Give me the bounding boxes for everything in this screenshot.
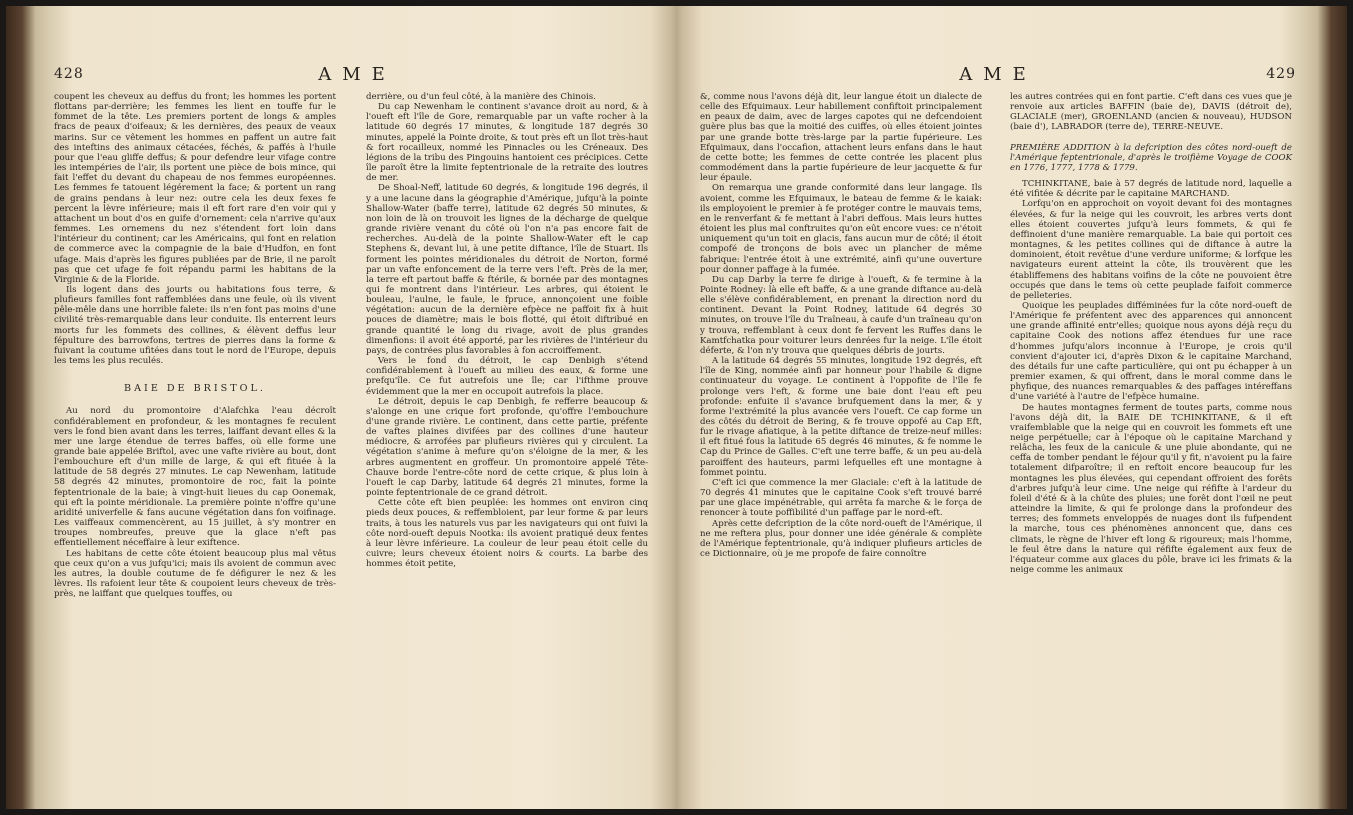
- paragraph: Vers le fond du détroit, le cap Denbigh s'étend confidérablement à l'oueft au milieu des eaux, & forme une prefqu'île. Ce fut autrefois une île; car l'ifthme prouve évidemment que la mer en occupoit autrefois la place.: [366, 356, 648, 397]
- paragraph: Les habitans de cette côte étoient beaucoup plus mal vêtus que ceux qu'on a vus jufqu'ici; mais ils avoient de commun avec les autres, la double coutume de fe défigurer le nez & les lèvres. Ils rafoient leur tête & coupoient leurs cheveux de très-près, ne laiffant que quelques touffes, ou: [54, 548, 336, 600]
- paragraph: Au nord du promontoire d'Alafchka l'eau décroît confidérablement en profondeur, & les montagnes fe reculent vers le fond bien avant dans les terres, laiffant devant elles & la mer une large étendue de terres baffes, où elle forme une grande baie appelée Briftol, avec une vafte rivière au bout, dont l'embouchure eft d'un mille de large, & qui eft fituée à la latitude de 58 degrés 27 minutes. Le cap Newenham, latitude 58 degrés 42 minutes, promontoire de roc, fait la pointe feptentrionale de la baie; à vingt-huit lieues du cap Oonemak, qui eft la pointe méridionale. La première pointe n'offre qu'une aridité univerfelle & fans aucune végétation dans fon voifinage. Les vaiffeaux commencèrent, au 15 juillet, à s'y montrer en troupes nombreufes, preuve que la glace n'eft pas effentiellement néceffaire à leur exiftence.: [54, 406, 336, 549]
- paragraph: A la latitude 64 degrés 55 minutes, longitude 192 degrés, eft l'île de King, nommée ainfi par honneur pour l'habile & digne continuateur du voyage. Le continent à l'oppofite de l'île fe prolonge vers l'eft, & forme une baie dont l'eau eft peu profonde: enfuite il s'avance brufquement dans la mer, & y forme l'extrémité la plus avancée vers l'oueft. Ce cap forme un des côtés du détroit de Bering, & fe trouve oppofé au Cap Eft, fur le rivage afiatique, à la petite diftance de treize-neuf milles: il eft fitué fous la latitude 65 degrés 46 minutes, & fe nomme le Cap du Prince de Galles. C'eft une terre baffe, & un peu au-delà paroiffent des hauteurs, parmi lefquelles eft une montagne à fommet pointu.: [700, 356, 982, 478]
- paragraph: Ils logent dans des jourts ou habitations fous terre, & plufieurs familles font raffemblées dans une feule, où ils vivent pêle-mêle dans une horrible falete: ils n'en font pas moins d'une civilité très-remarquable dans leur conduite. Ils enterrent leurs morts fur les fommets des collines, & élèvent deffus leur fépulture des barrowfons, tertres de pierres dans la forme & fuivant la coutume ufitées dans tout le nord de l'Europe, depuis les tems les plus reculés.: [54, 284, 336, 367]
- right-page: [696, 12, 1300, 806]
- paragraph: &, comme nous l'avons déjà dit, leur langue étoit un dialecte de celle des Efquimaux. Leur habillement confiftoit principalement en peaux de daim, avec de larges capotes qui ne defcendoient guère plus bas que la moitié des cuiffes, où elles étoient jointes par une grande botte très-large par la partie fupérieure. Les Efquimaux, dans l'occafion, attachent leurs enfans dans le haut de cette botte; les femmes de cette contrée les placent plus commodément dans la partie fupérieure de leur jacquette & fur leur épaule.: [700, 92, 982, 184]
- paragraph: les autres contrées qui en font partie. C'eft dans ces vues que je renvoie aux articles BAFFIN (baie de), DAVIS (détroit de), GLACIALE (mer), GROENLAND (ancien & nouveau), HUDSON (baie d'), LABRADOR (terre de), TERRE-NEUVE.: [1010, 92, 1292, 133]
- running-head-left: [50, 60, 664, 90]
- running-head-right: [696, 60, 1300, 90]
- paragraph: De Shoal-Neff, latitude 60 degrés, & longitude 196 degrés, il y a une lacune dans la géographie d'Amérique, jufqu'à la pointe Shallow-Water (baffe terre), latitude 62 degrés 50 minutes, & non loin de là on trouvoit les lignes de la décharge de quelque grande rivière venant du côté où l'on n'a pas encore fait de recherches. Au-delà de la pointe Shallow-Water eft le cap Stephens &, devant lui, à une petite diftance, l'île de Stuart. Ils forment les pointes méridionales du détroit de Norton, formé par un vafte enfoncement de la terre vers l'eft. Près de la mer, la terre eft partout baffe & ftérile, & bornée par des montagnes qui fe montrent dans l'intérieur. Les arbres, qui étoient le bouleau, l'aulne, le faule, le fpruce, annonçoient une foible végétation: aucun de la dernière efpèce ne paffoit fix à huit pouces de diamètre; mais le bois flotté, qui étoit diftribué en grande quantité le long du rivage, avoit de plus grandes dimenfions: il avoit été apporté, par les rivières de l'intérieur du pays, de contrées plus favorables à fon accroiffement.: [366, 183, 648, 356]
- running-title-left: AME: [318, 64, 396, 85]
- section-heading: BAIE DE BRISTOL.: [124, 383, 266, 395]
- paragraph: Du cap Darby la terre fe dirige à l'oueft, & fe termine à la Pointe Rodney: là elle eft baffe, & a une grande diftance au-delà elle s'élève confidérablement, en prenant la direction nord du continent. Devant la Point Rodney, latitude 64 degrés 30 minutes, on trouve l'île du Traîneau, à caufe d'un traîneau qu'on y trouva, reffemblant à ceux dont fe fervent les Ruffes dans le Kamtfchatka pour voiturer leurs denrées fur la neige. L'île étoit déferte, & l'on n'y trouva que quelques débris de jourts.: [700, 274, 982, 356]
- left-page: [50, 12, 664, 806]
- paragraph: Après cette defcription de la côte nord-oueft de l'Amérique, il ne me reftera plus, pour donner une idée générale & complète de l'Amérique feptentrionale, qu'à indiquer plufieurs articles de ce Dictionnaire, où je me propofe de faire connoître: [700, 518, 982, 560]
- paragraph: derrière, ou d'un feul côté, à la manière des Chinois.: [366, 92, 596, 102]
- addition-heading: PREMIÈRE ADDITION à la defcription des côtes nord-oueft de l'Amérique feptentrionale, d'après le troifième Voyage de COOK en 1776, 1777, 1778 & 1779.: [1010, 142, 1292, 173]
- open-book: [6, 6, 1347, 809]
- right-column-2: [1010, 92, 1292, 575]
- paragraph: Du cap Newenham le continent s'avance droit au nord, & à l'oueft eft l'île de Gore, remarquable par un vafte rocher à la latitude 60 degrés 17 minutes, & longitude 187 degrés 30 minutes, appelé la Pointe droite, & tout près eft un îlot très-haut & fort rocailleux, nommé les Pinnacles ou les Créneaux. Des légions de la tribu des Pingouins hantoient ces précipices. Cette île paroît être la limite feptentrionale de la retraite des loutres de mer.: [366, 102, 648, 184]
- page-number-right: 429: [1266, 66, 1296, 82]
- paragraph: Cette côte eft bien peuplée: les hommes ont environ cinq pieds deux pouces, & reffembloient, par leur forme & par leurs traits, à tous les naturels vus par les navigateurs qui ont fuivi la côte nord-oueft depuis Nootka: ils avoient pratiqué deux fentes à leur lèvre inférieure. La couleur de leur peau étoit celle du cuivre; leurs cheveux étoient noirs & courts. La barbe des hommes étoit petite,: [366, 498, 648, 570]
- paragraph: coupent les cheveux au deffus du front; les hommes les portent flottans par-derrière; les femmes les lient en touffe fur le fommet de la tête. Les premiers portent de longs & amples fracs de peaux d'oifeaux; & les dernières, des peaux de veaux marins. Sur ce vêtement les hommes en paffent un autre fait des inteftins des animaux cétacées, féchés, & paffés à l'huile pour que l'eau gliffe deffus; & pour defendre leur vifage contre les intempéries de l'air, ils portent une pièce de bois mince, qui fait l'effet du devant du chapeau de nos femmes européennes. Les femmes fe tatouent légérement la face; & portent un rang de grains pendans à leur nez: outre cela les deux fexes fe percent la lèvre inférieure; mais il eft fort rare d'en voir qui y attachent un bout d'os en guife d'ornement: cela n'arrive qu'aux femmes. Les ornemens du nez s'étendent fort loin dans l'intérieur du continent; car les Américains, qui font en relation de commerce avec la compagnie de la baie d'Hudfon, en font ufage. Mais d'après les figures publiées par de Brie, il ne paroît pas que cet ufage fe foit répandu parmi les habitans de la Virginie & de la Floride.: [54, 92, 336, 285]
- paragraph: On remarqua une grande conformité dans leur langage. Ils avoient, comme les Efquimaux, le bateau de femme & le kaiak: ils employoient le premier à fe protéger contre le mauvais tems, en le renverfant & fe mettant à l'abri deffous. Mais leurs huttes étoient les plus mal conftruites qu'on eût encore vues: ce n'étoit uniquement qu'un toit en glacis, fans aucun mur de côté; il étoit compofé de tronçons de bois avec un plancher de même fabrique: l'entrée étoit à une extrémité, ainfi qu'une ouverture pour donner paffage à la fumée.: [700, 183, 982, 275]
- page-number-left: 428: [54, 66, 84, 82]
- paragraph: Le détroit, depuis le cap Denbigh, fe refferre beaucoup & s'alonge en une crique fort profonde, qu'offre l'embouchure d'une grande rivière. Le continent, dans cette partie, préfente de vaftes plaines divifées par des collines d'une hauteur médiocre, & arrofées par plufieurs rivières qui y circulent. La végétation s'anime à mefure qu'on s'éloigne de la mer, & les arbres augmentent en groffeur. Un promontoire appelé Tête-Chauve borde l'entre-côte nord de cette crique, & plus loin à l'oueft le cap Darby, latitude 64 degrés 21 minutes, forme la pointe feptentrionale de ce grand détroit.: [366, 396, 648, 499]
- left-column-1: [54, 92, 336, 599]
- paragraph: Quoique les peuplades difféminées fur la côte nord-oueft de l'Amérique fe préfentent avec des apparences qui annoncent une grande affinité entr'elles; quoique nous ayons déjà reçu du capitaine Cook des notions affez étendues fur une race d'hommes jufqu'alors inconnue à l'Europe, je crois qu'il convient d'ajouter ici, d'après Dixon & le capitaine Marchand, des détails fur une cafte particulière, qui ont pu échapper à un premier examen, & qui offrent, dans le moral comme dans le phyfique, des nuances remarquables & des paffages intéreffans d'une variété à l'autre de l'efpèce humaine.: [1010, 300, 1292, 403]
- paragraph: Lorfqu'on en approchoit on voyoit devant foi des montagnes élevées, & fur la neige qui les couvroit, les arbres verts dont elles étoient couvertes jufqu'à leurs fommets, & qui fe deffinoient d'une manière remarquable. La baie qui portoit ces montagnes, & les petites collines qui de diftance à autre la dominoient, étoit revêtue d'une verdure uniforme; & lorfque les navigateurs eurent atteint la côte, ils trouvèrent que les établiffemens des habitans voifins de la côte ne pouvoient être occupés que dans le tems où cette peuplade faifoit commerce de pelleteries.: [1010, 199, 1292, 301]
- paragraph: De hautes montagnes ferment de toutes parts, comme nous l'avons déjà dit, la BAIE DE TCHINKITANE, & il eft vraifemblable que la neige qui en couvroit les fommets eft une neige perpétuelle; car à l'époque où le capitaine Marchand y relâcha, les feux de la canicule & une pluie abondante, qui ne ceffa de tomber pendant le féjour qu'il y fit, n'avoient pu la faire totalement difparoître; il en reftoit encore beaucoup fur les montagnes les plus élevées, qui cependant offroient des forêts d'arbres jufqu'à leur cime. Une neige qui réfifte à l'ardeur du foleil d'été & à la chûte des pluies; une forêt dont l'œil ne peut atteindre la limite, & qui fe prolonge dans la profondeur des terres; des fommets enveloppés de nuages dont ils fufpendent la marche, tous ces phénomènes annoncent que, dans ces climats, le règne de l'hiver eft long & rigoureux; mais l'homme, le feul être dans la nature qui réfifte également aux feux de l'équateur comme aux glaces du pôle, brave ici les frimats & la neige comme les animaux: [1010, 402, 1292, 576]
- running-title-right: AME: [959, 64, 1037, 85]
- paragraph: TCHINKITANE, baie à 57 degrés de latitude nord, laquelle a été vifitée & décrite par le capitaine MARCHAND.: [1010, 179, 1292, 200]
- left-column-2: [366, 92, 648, 569]
- paragraph: C'eft ici que commence la mer Glaciale: c'eft à la latitude de 70 degrés 41 minutes que le capitaine Cook s'eft trouvé barré par une glace impénétrable, qui arrêta fa marche & le força de renoncer à toute poffibilité d'un paffage par le nord-eft.: [700, 477, 982, 519]
- right-column-1: [700, 92, 982, 559]
